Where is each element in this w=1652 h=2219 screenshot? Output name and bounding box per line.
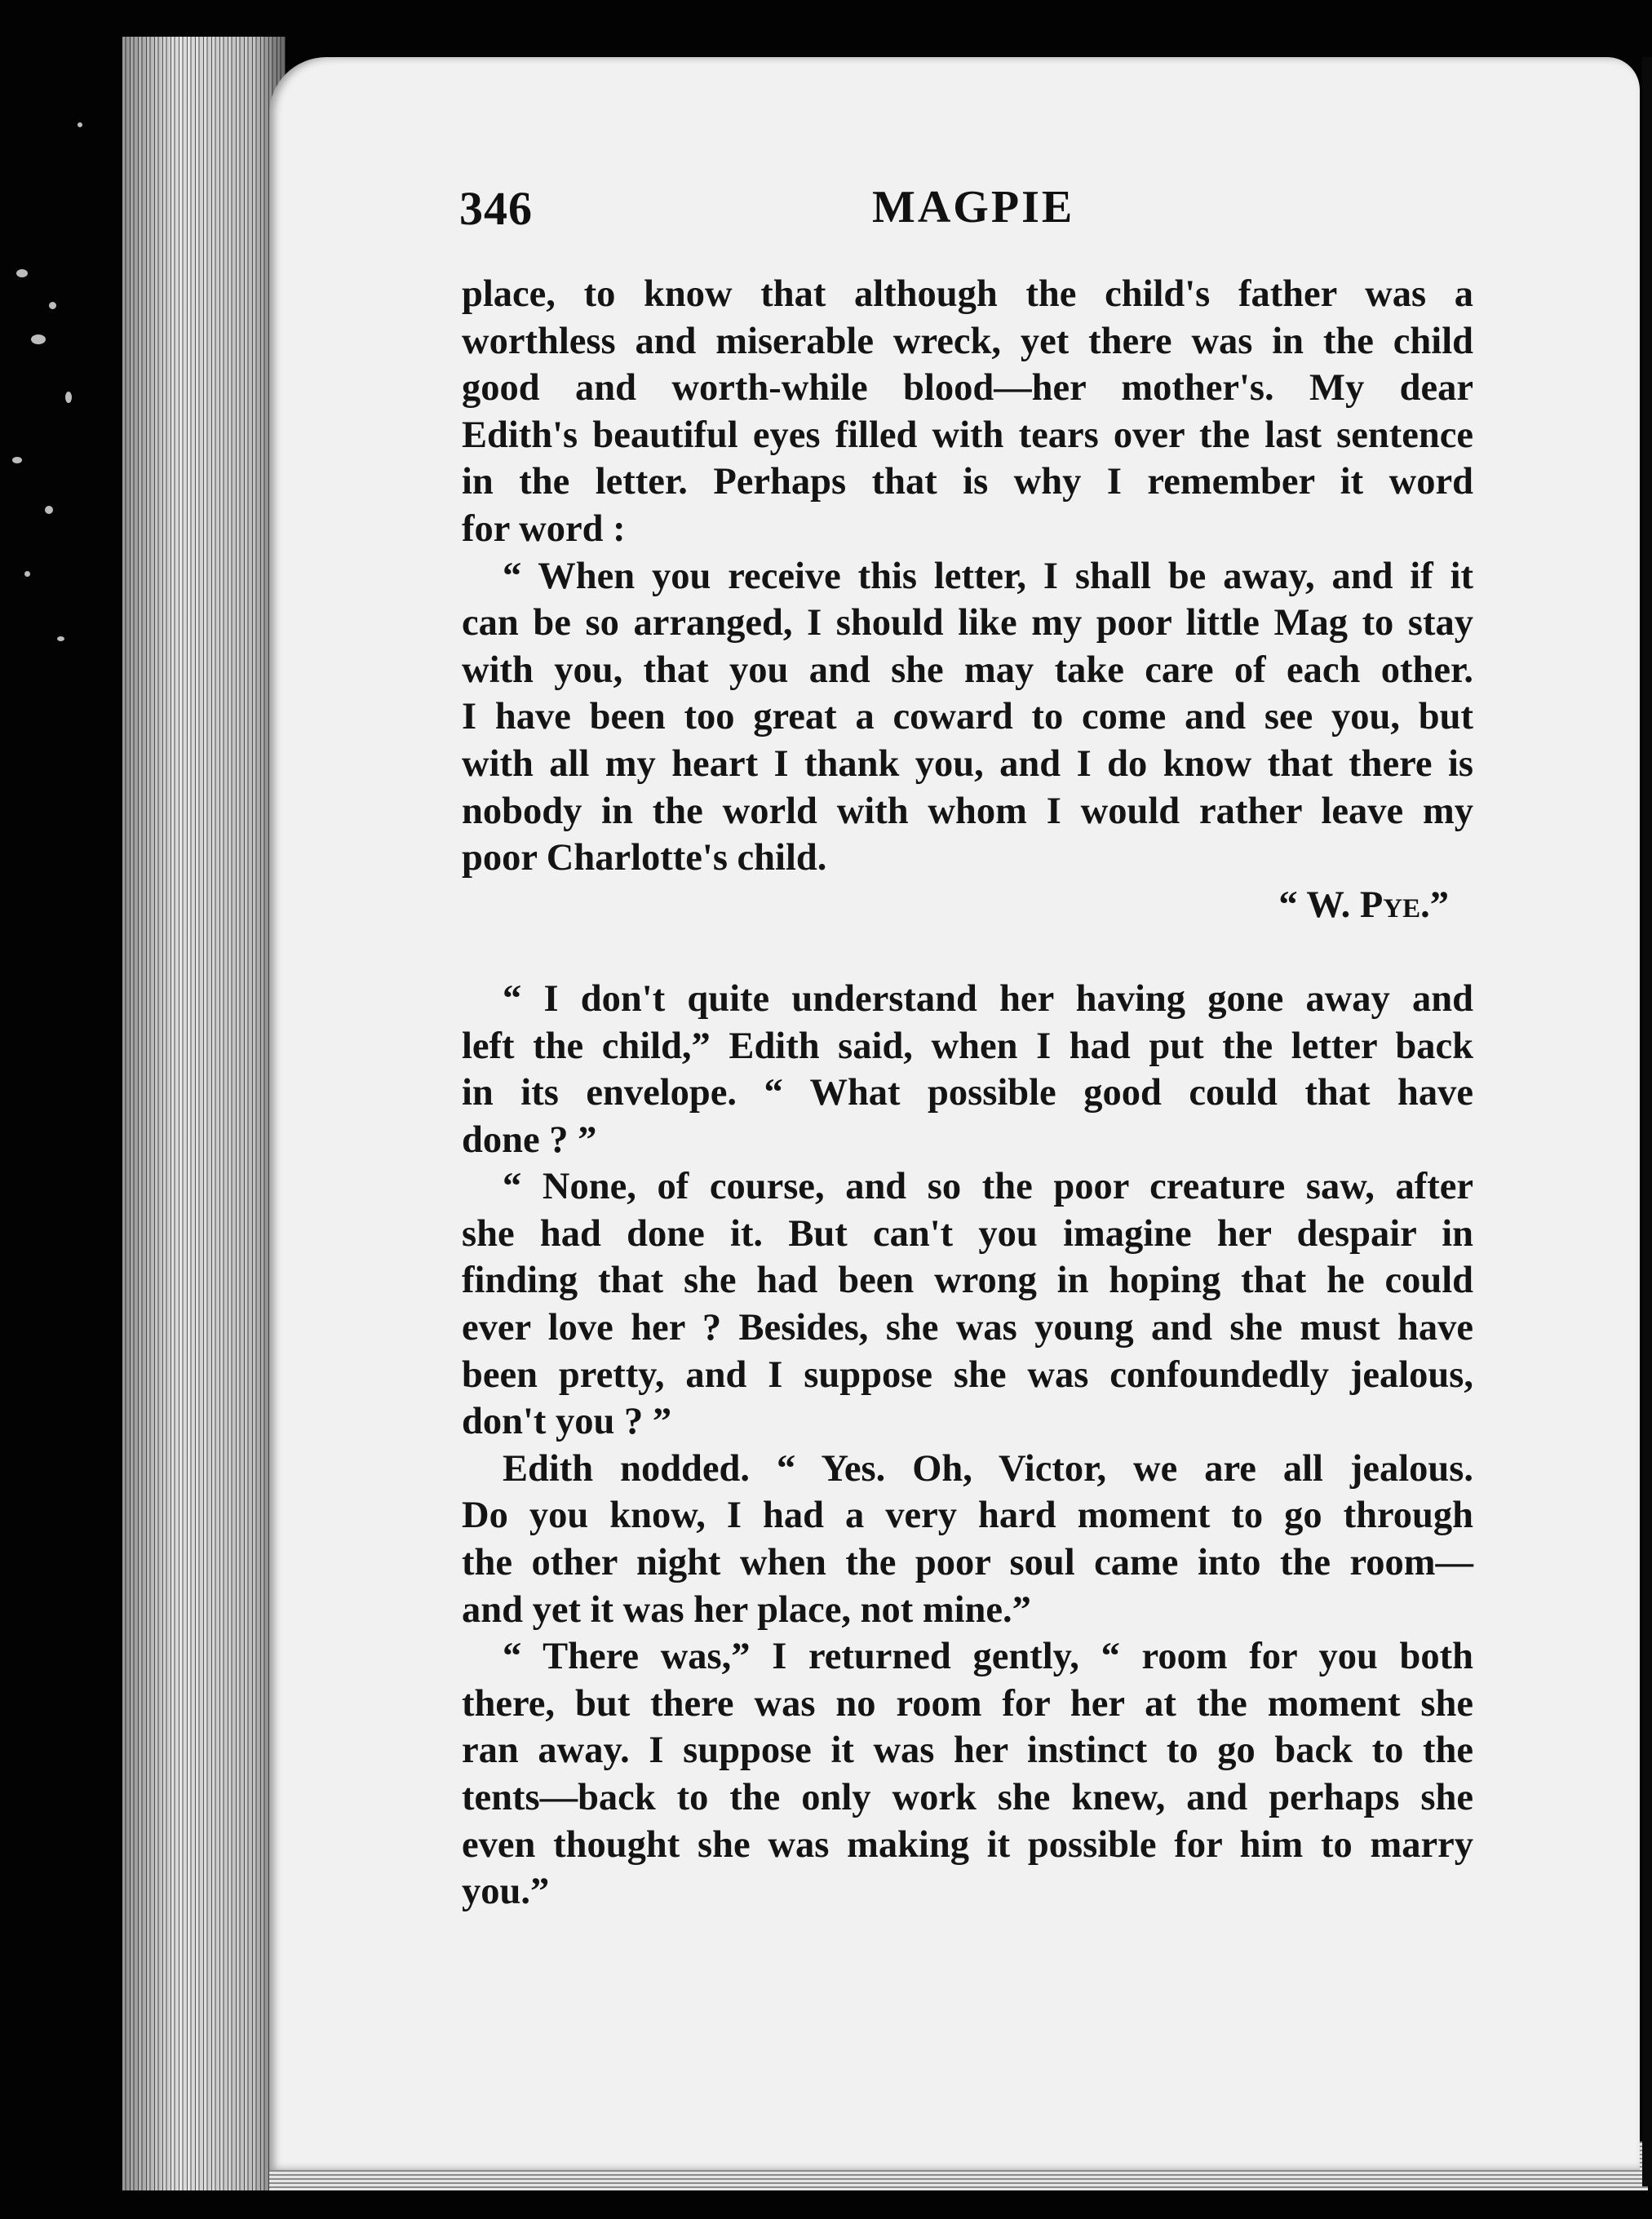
text-line: good and worth-while blood—her mother's. My dear [462,367,1473,410]
dust-speck [16,269,28,277]
text-line: “ None, of course, and so the poor creature saw, after [503,1166,1473,1208]
text-line: ran away. I suppose it was her instinct to go back to the [462,1730,1473,1772]
text-line: been pretty, and I suppose she was confoundedly jealous, [462,1353,1473,1396]
dust-speck [78,122,82,127]
text-line: with all my heart I thank you, and I do know that there is [462,742,1473,785]
page-edges-shadow [122,37,286,2190]
dust-speck [65,392,72,403]
text-line: Edith's beautiful eyes filled with tears over the last sentence [462,414,1473,456]
text-line: don't you ? ” [462,1401,672,1443]
dust-speck [24,571,30,577]
text-line: even thought she was making it possible for him to marry [462,1823,1473,1866]
text-line: worthless and miserable wreck, yet there was in the child [462,320,1473,362]
text-line: in the letter. Perhaps that is why I remember it word [462,461,1473,503]
text-line: she had done it. But can't you imagine her despair in [462,1212,1473,1255]
page-number: 346 [459,182,533,235]
text-line: “ There was,” I returned gently, “ room for you both [503,1636,1473,1678]
right-border [1642,57,1652,2186]
text-line: the other night when the poor soul came into the room— [462,1542,1473,1584]
text-line: poor Charlotte's child. [462,837,827,879]
text-line: tents—back to the only work she knew, and perhaps she [462,1777,1473,1818]
text-line: there, but there was no room for her at the moment she [462,1682,1473,1725]
text-line: in its envelope. “ What possible good could that have [462,1072,1473,1114]
running-head: MAGPIE [872,182,1075,233]
body-text [462,271,1473,1916]
text-line: for word : [462,507,626,550]
text-line: can be so arranged, I should like my poor little Mag to stay [462,602,1473,644]
text-line: place, to know that although the child's father was a [462,273,1473,315]
text-line: done ? ” [462,1118,597,1161]
paragraph-gap [462,928,1473,976]
text-line: nobody in the world with whom I would rather leave my [462,790,1473,832]
text-line: Edith nodded. “ Yes. Oh, Victor, we are all jealous. [503,1447,1473,1490]
text-line: finding that she had been wrong in hoping that he could [462,1260,1473,1302]
text-line: I have been too great a coward to come and see you, but [462,696,1473,738]
text-line: Do you know, I had a very hard moment to go through [462,1495,1473,1537]
dust-speck [12,457,22,463]
text-line: and yet it was her place, not mine.” [462,1588,1031,1631]
text-line: “ I don't quite understand her having gone away and [503,977,1473,1020]
dust-speck [45,506,53,514]
letter-signature: “ W. Pye.” [1278,884,1449,926]
text-line: with you, that you and she may take care of each other. [462,649,1473,691]
text-line: ever love her ? Besides, she was young and she must have [462,1307,1473,1349]
text-line: “ When you receive this letter, I shall be away, and if it [503,555,1473,597]
page-header [459,181,1479,246]
dust-speck [57,636,64,641]
text-line: you.” [462,1871,550,1913]
dust-speck [31,334,46,344]
dust-speck [49,302,56,309]
text-line: left the child,” Edith said, when I had put the letter back [462,1025,1473,1067]
